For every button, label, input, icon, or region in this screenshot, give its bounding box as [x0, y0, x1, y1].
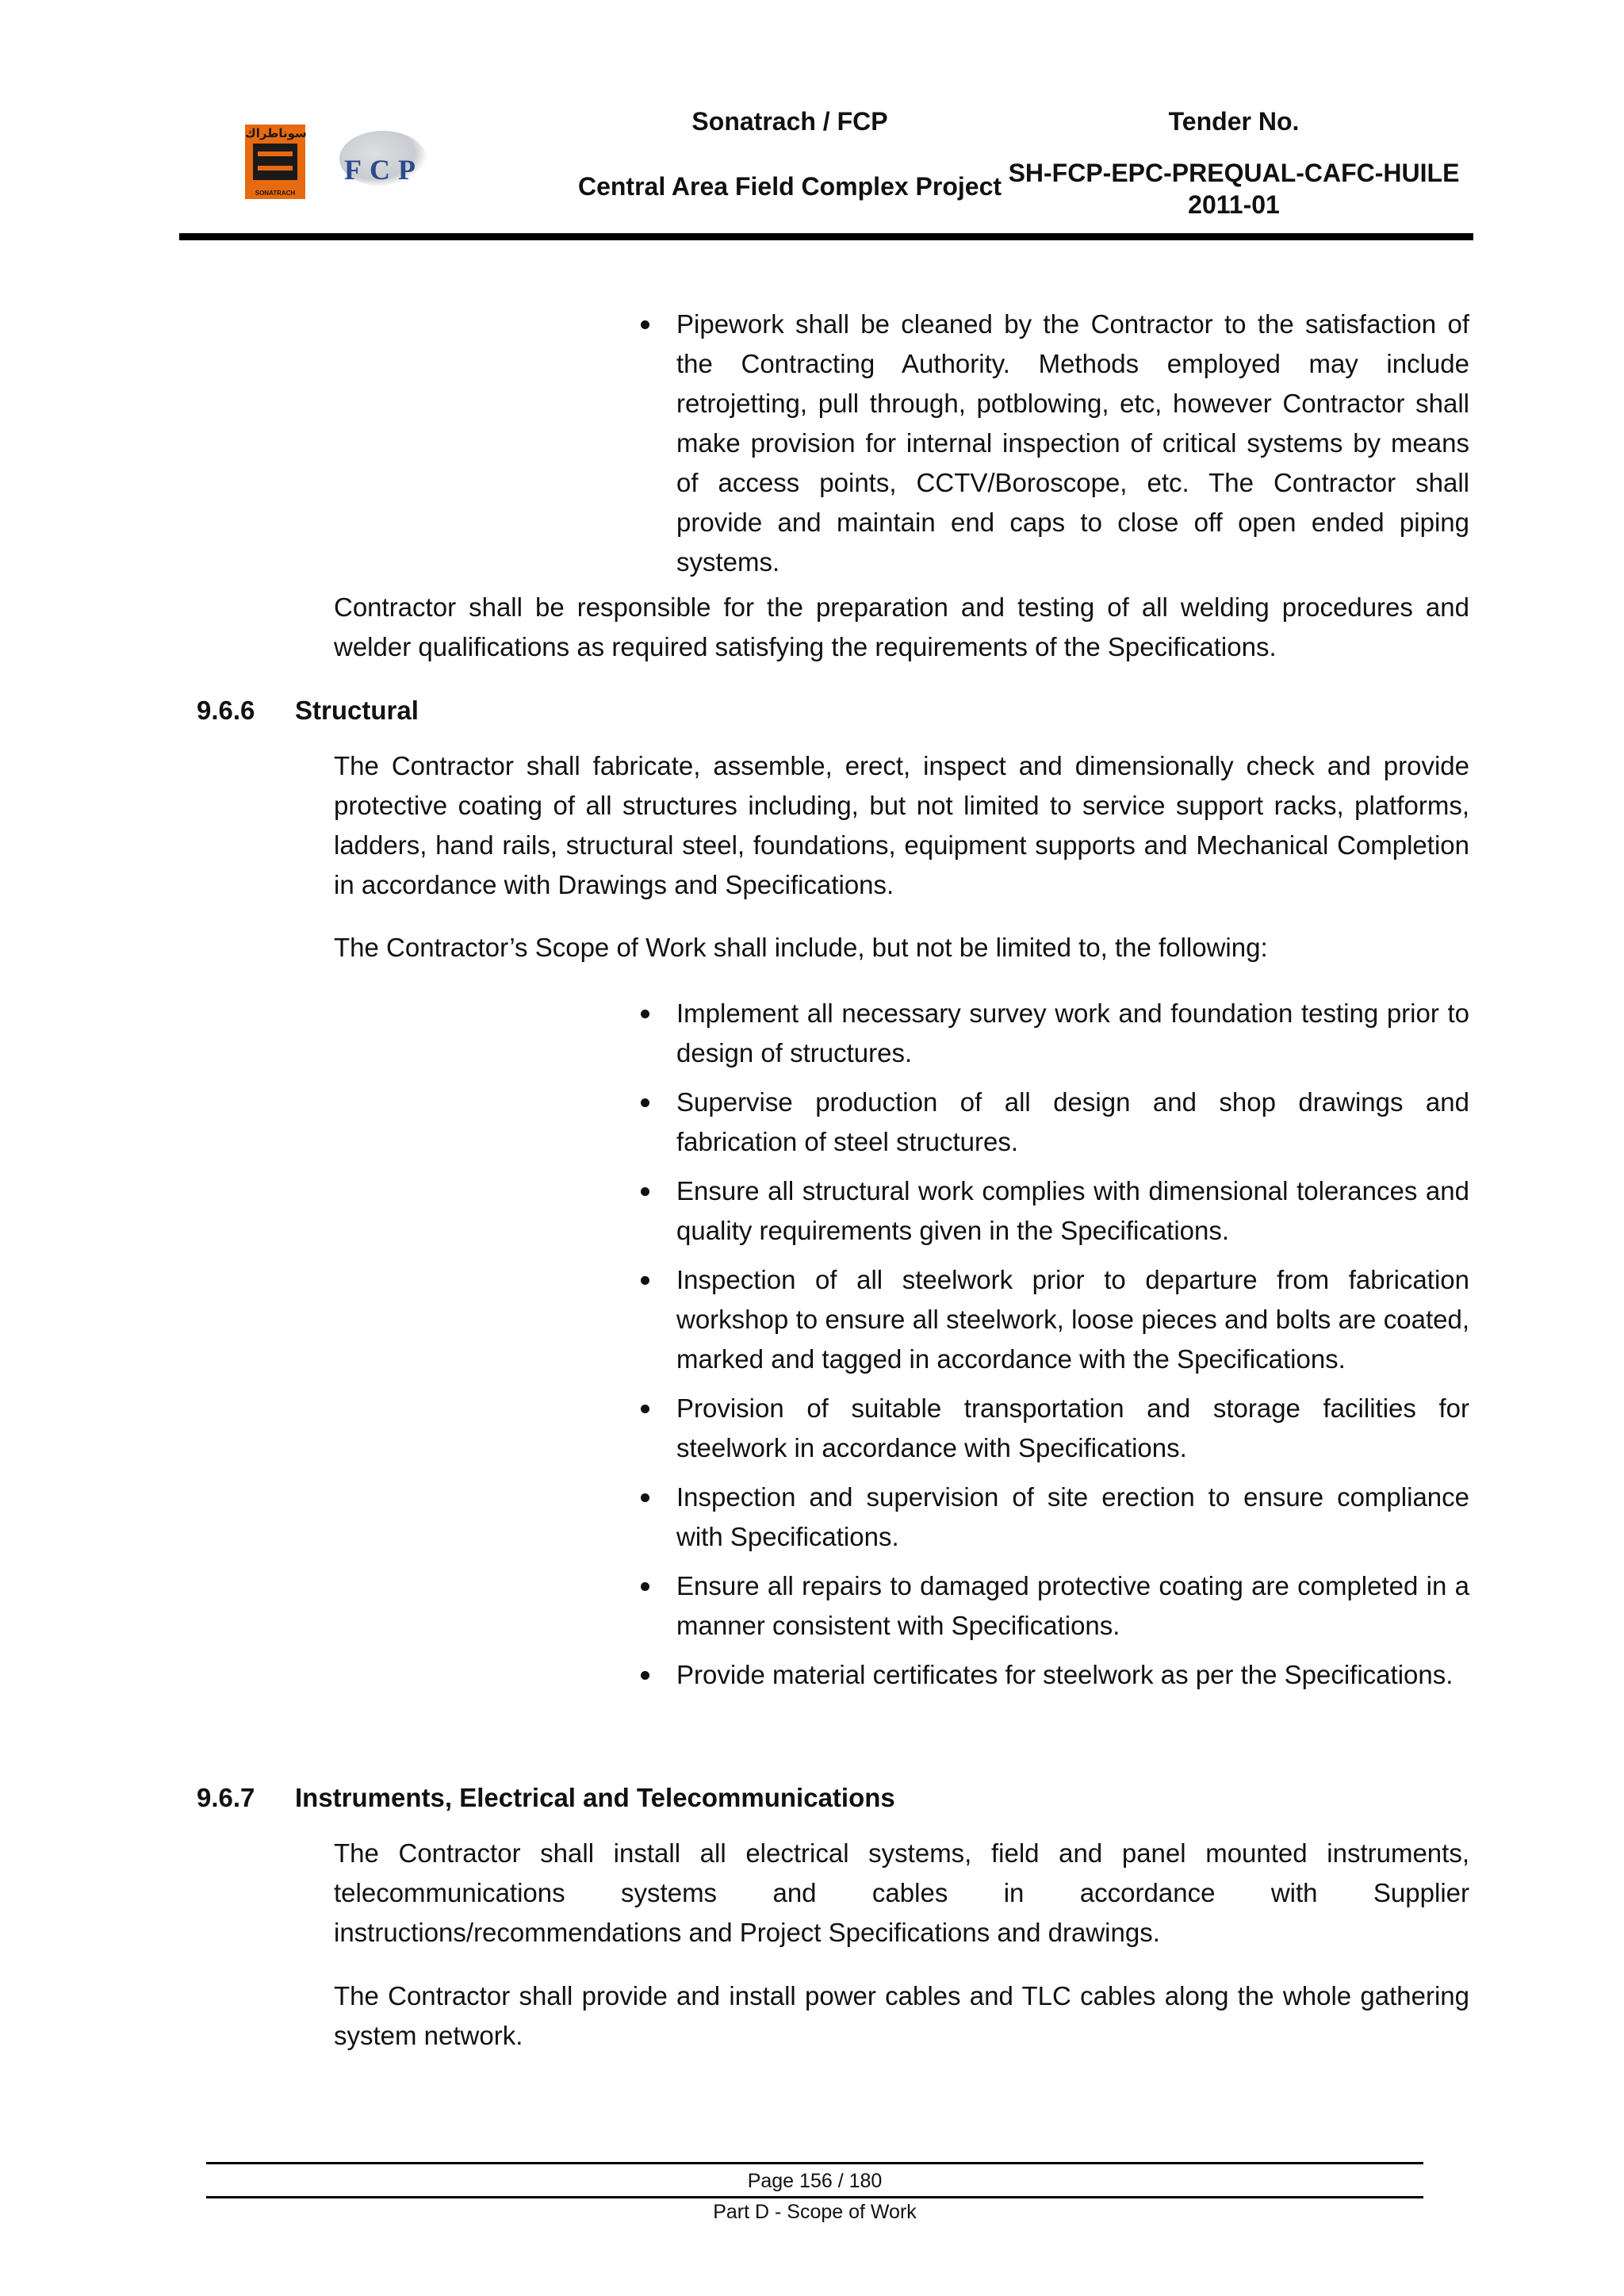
header-tender-label: Tender No. [1168, 107, 1300, 136]
bullet-icon [641, 1276, 649, 1285]
list-item-text: Supervise production of all design and shop drawings and fabrication of steel structures. [676, 1087, 1469, 1156]
electrical-paragraph-2: The Contractor shall provide and install power cables and TLC cables along the whole gathering system network. [334, 1981, 1469, 2050]
list-item [630, 1260, 1469, 1379]
sonatrach-logo-latin: SONATRACH [255, 190, 296, 197]
list-item [630, 1083, 1469, 1162]
bullet-icon [641, 1098, 649, 1107]
list-item-text: Implement all necessary survey work and foundation testing prior to design of structures. [676, 999, 1469, 1068]
section-number: 9.6.6 [197, 696, 255, 725]
section-title: Structural [295, 696, 419, 725]
list-item [630, 994, 1469, 1073]
sonatrach-logo-mark [253, 144, 297, 180]
list-item [630, 1566, 1469, 1646]
page-number: Page 156 / 180 [747, 2170, 883, 2192]
list-item [630, 1171, 1469, 1251]
header-tender-number: SH-FCP-EPC-PREQUAL-CAFC-HUILE 2011-01 [1008, 159, 1460, 219]
structural-bullet-list [630, 994, 1469, 1695]
header-project-title: Central Area Field Complex Project [577, 172, 1002, 201]
list-item-text: Pipework shall be cleaned by the Contractor to the satisfaction of the Contracting Authority. Methods employed may include retrojetting, pull through, potblowing, etc, however Contractor shall make provision for internal inspection of critical systems by means of access points, CCTV/Boroscope, etc. The Contractor shall provide and maintain end caps to close off open ended piping systems. [676, 309, 1469, 577]
fcp-logo-letters: FCP [344, 154, 423, 186]
list-item [630, 1478, 1469, 1557]
bullet-icon [641, 1010, 649, 1018]
list-item [630, 1655, 1469, 1695]
header-client: Sonatrach / FCP [691, 107, 888, 136]
list-item-text: Provision of suitable transportation and storage facilities for steelwork in accordance with Specifications. [676, 1393, 1469, 1462]
electrical-paragraph-1: The Contractor shall install all electrical systems, field and panel mounted instruments, telecommunications systems and cables in accordance with Supplier instructions/recommendations and Project Specifications and drawings. [334, 1838, 1469, 1947]
list-item-text: Inspection of all steelwork prior to departure from fabrication workshop to ensure all steelwork, loose pieces and bolts are coated, marked and tagged in accordance with the Specifications. [676, 1265, 1469, 1374]
page-footer [206, 2162, 1423, 2198]
list-item-text: Ensure all structural work complies with dimensional tolerances and quality requirements given in the Specifications. [676, 1176, 1469, 1245]
page-header [179, 99, 1473, 240]
pipework-bullet-list [630, 305, 1469, 582]
bullet-icon [641, 1405, 649, 1413]
sonatrach-logo [245, 125, 305, 199]
list-item-text: Inspection and supervision of site erection to ensure compliance with Specifications. [676, 1482, 1469, 1551]
structural-paragraph-2: The Contractor’s Scope of Work shall include, but not be limited to, the following: [334, 933, 1268, 962]
bullet-icon [641, 1582, 649, 1591]
list-item [630, 1389, 1469, 1468]
bullet-icon [641, 320, 649, 329]
fcp-logo [322, 129, 446, 193]
bullet-icon [641, 1493, 649, 1502]
footer-part-label: Part D - Scope of Work [713, 2201, 917, 2223]
list-item-text: Ensure all repairs to damaged protective coating are completed in a manner consistent with Specifications. [676, 1571, 1469, 1640]
welding-paragraph: Contractor shall be responsible for the preparation and testing of all welding procedures and welder qualifications as required satisfying the requirements of the Specifications. [334, 592, 1469, 661]
section-title: Instruments, Electrical and Telecommunications [295, 1783, 895, 1812]
list-item-text: Provide material certificates for steelwork as per the Specifications. [676, 1660, 1454, 1689]
sonatrach-logo-arabic: سوناطراك [245, 126, 307, 140]
bullet-icon [641, 1187, 649, 1196]
section-number: 9.6.7 [197, 1783, 255, 1812]
structural-paragraph-1: The Contractor shall fabricate, assemble, erect, inspect and dimensionally check and provide protective coating of all structures including, but not limited to service support racks, platforms, ladders, hand rails, structural steel, foundations, equipment supports and Mechanical Completion in accordance with Drawings and Specifications. [334, 751, 1469, 899]
bullet-icon [641, 1671, 649, 1680]
list-item [630, 305, 1469, 582]
